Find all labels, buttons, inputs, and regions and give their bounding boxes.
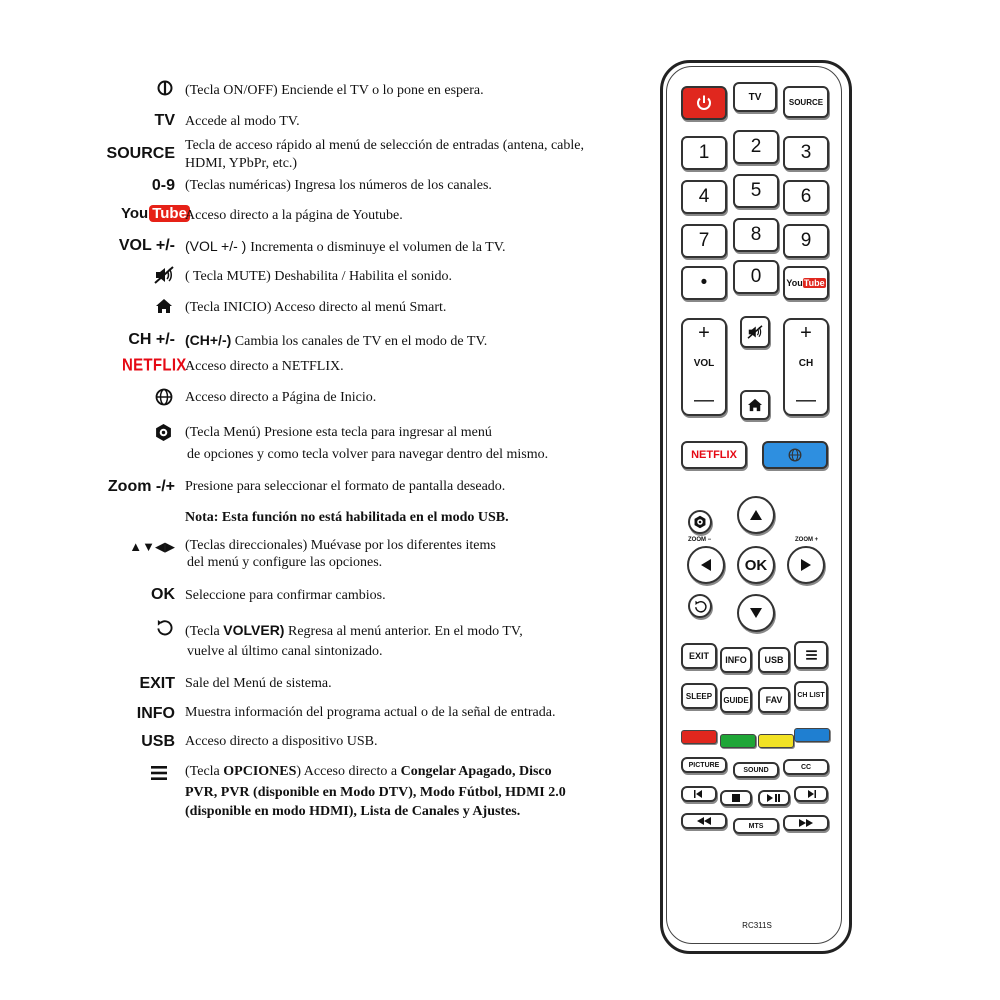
menu-desc-1: (Tecla Menú) Presione esta tecla para ingresar al menú	[185, 425, 492, 440]
back-icon	[694, 600, 707, 613]
arrow-down-icon	[749, 607, 763, 619]
netflix-desc: Acceso directo a NETFLIX.	[185, 359, 344, 374]
home-desc: (Tecla INICIO) Acceso directo al menú Smart.	[185, 300, 447, 315]
chlist-button[interactable]: CH LIST	[794, 681, 828, 709]
ch-minus[interactable]: —	[796, 389, 816, 411]
exit-key: EXIT	[139, 675, 175, 692]
exit-desc: Sale del Menú de sistema.	[185, 676, 332, 691]
options-icon	[805, 649, 818, 661]
vol-key: VOL +/-	[118, 237, 175, 254]
back-desc-1: (Tecla VOLVER) Regresa al menú anterior. En el modo TV,	[185, 622, 523, 639]
tv-button[interactable]: TV	[733, 82, 777, 112]
youtube-tube-text: Tube	[803, 278, 825, 288]
numbers-key: 0-9	[151, 177, 175, 194]
vol-desc: (VOL +/- ) Incrementa o disminuye el volumen de la TV.	[185, 238, 506, 255]
options-desc-2: PVR, PVR (disponible en Modo DTV), Modo Fútbol, HDMI 2.0	[185, 785, 566, 800]
blue-button[interactable]	[794, 728, 830, 742]
youtube-logo: You Tube	[121, 205, 190, 222]
ch-label: CH	[798, 358, 814, 369]
power-button[interactable]	[681, 86, 727, 120]
dot-button[interactable]: •	[681, 266, 727, 300]
menu-icon	[154, 423, 173, 442]
vol-minus[interactable]: —	[694, 389, 714, 411]
zoom-desc: Presione para seleccionar el formato de pantalla deseado.	[185, 479, 506, 494]
back-desc-2: vuelve al último canal sintonizado.	[187, 644, 383, 659]
fast-forward-icon	[799, 819, 813, 827]
digit-8-button[interactable]: 8	[733, 218, 779, 252]
prev-button[interactable]	[681, 786, 717, 802]
tv-key: TV	[154, 112, 175, 129]
youtube-you-text: You	[786, 278, 803, 288]
stop-button[interactable]	[720, 790, 752, 806]
netflix-button[interactable]: NETFLIX	[681, 441, 747, 469]
home-icon	[747, 398, 763, 412]
mute-button[interactable]	[740, 316, 770, 348]
guide-button[interactable]: GUIDE	[720, 687, 752, 713]
mute-desc: ( Tecla MUTE) Deshabilita / Habilita el sonido.	[185, 269, 453, 284]
source-key: SOURCE	[106, 145, 175, 162]
play-pause-button[interactable]	[758, 790, 790, 806]
arrows-desc-1: (Teclas direccionales) Muévase por los diferentes items	[185, 538, 496, 553]
arrow-right-icon	[800, 558, 812, 572]
info-key: INFO	[136, 705, 175, 722]
back-button[interactable]	[688, 594, 712, 618]
youtube-button[interactable]	[783, 266, 829, 300]
numbers-desc: (Teclas numéricas) Ingresa los números de los canales.	[185, 178, 492, 193]
sound-button[interactable]: SOUND	[733, 762, 779, 778]
arrows-key: ▲▼◀▶	[129, 539, 175, 554]
home-button[interactable]	[740, 390, 770, 420]
digit-2-button[interactable]: 2	[733, 130, 779, 164]
rewind-button[interactable]	[681, 813, 727, 829]
arrows-desc-2: del menú y configure las opciones.	[187, 555, 383, 570]
web-desc: Acceso directo a Página de Inicio.	[185, 390, 377, 405]
zoom-key: Zoom -/+	[107, 478, 175, 495]
left-button[interactable]	[687, 546, 725, 584]
power-desc: (Tecla ON/OFF) Enciende el TV o lo pone en espera.	[185, 83, 484, 98]
model-label: RC311S	[742, 921, 772, 930]
zoom-minus-label: ZOOM −	[688, 537, 712, 543]
options-desc-1: (Tecla OPCIONES) Acceso directo a Congelar Apagado, Disco	[185, 764, 552, 779]
picture-button[interactable]: PICTURE	[681, 757, 727, 773]
source-button[interactable]: SOURCE	[783, 86, 829, 118]
stop-icon	[732, 794, 740, 802]
vol-plus[interactable]: +	[698, 322, 710, 344]
ch-desc: (CH+/-) Cambia los canales de TV en el modo de TV.	[185, 332, 488, 349]
ok-key: OK	[151, 586, 175, 603]
digit-0-button[interactable]: 0	[733, 260, 779, 294]
ok-desc: Seleccione para confirmar cambios.	[185, 588, 386, 603]
zoom-plus-label: ZOOM +	[795, 537, 819, 543]
exit-button[interactable]: EXIT	[681, 643, 717, 669]
usb-desc: Acceso directo a dispositivo USB.	[185, 734, 378, 749]
arrow-left-icon	[700, 558, 712, 572]
power-icon	[695, 94, 713, 112]
menu-desc-2: de opciones y como tecla volver para navegar dentro del mismo.	[187, 447, 549, 462]
gear-icon	[693, 515, 707, 529]
next-button[interactable]	[794, 786, 828, 802]
skip-back-icon	[693, 790, 705, 798]
vol-label: VOL	[693, 358, 715, 369]
info-button[interactable]: INFO	[720, 647, 752, 673]
usb-button[interactable]: USB	[758, 647, 790, 673]
usb-key: USB	[141, 733, 175, 750]
digit-6-button[interactable]: 6	[783, 180, 829, 214]
digit-9-button[interactable]: 9	[783, 224, 829, 258]
menu-button[interactable]	[688, 510, 712, 534]
ch-key: CH +/-	[128, 331, 175, 348]
fav-button[interactable]: FAV	[758, 687, 790, 713]
mute-icon	[154, 266, 174, 284]
info-desc: Muestra información del programa actual o de la señal de entrada.	[185, 705, 556, 720]
netflix-logo: NETFLIX	[122, 355, 187, 376]
power-icon	[157, 80, 173, 96]
vol-rocker[interactable]	[681, 318, 727, 416]
digit-7-button[interactable]: 7	[681, 224, 727, 258]
digit-1-button[interactable]: 1	[681, 136, 727, 170]
zoom-note: Nota: Esta función no está habilitada en el modo USB.	[185, 510, 509, 525]
tv-desc: Accede al modo TV.	[185, 114, 300, 129]
globe-icon	[155, 388, 173, 406]
youtube-desc: Acceso directo a la página de Youtube.	[185, 208, 403, 223]
fast-forward-button[interactable]	[783, 815, 829, 831]
ok-button[interactable]: OK	[737, 546, 775, 584]
ch-plus[interactable]: +	[800, 322, 812, 344]
mts-button[interactable]: MTS	[733, 818, 779, 834]
source-desc: Tecla de acceso rápido al menú de selección de entradas (antena, cable, HDMI, YPbPr, etc.)	[185, 138, 584, 171]
mute-icon	[747, 325, 763, 339]
down-button[interactable]	[737, 594, 775, 632]
globe-icon	[788, 448, 802, 462]
skip-forward-icon	[805, 790, 817, 798]
right-button[interactable]	[787, 546, 825, 584]
options-button[interactable]	[794, 641, 828, 669]
digit-4-button[interactable]: 4	[681, 180, 727, 214]
back-icon	[156, 619, 173, 636]
web-button[interactable]	[762, 441, 828, 469]
yellow-button[interactable]	[758, 734, 794, 748]
home-icon	[155, 298, 173, 314]
cc-button[interactable]: CC	[783, 759, 829, 775]
arrow-up-icon	[749, 509, 763, 521]
red-button[interactable]	[681, 730, 717, 744]
play-pause-icon	[767, 794, 781, 802]
rewind-icon	[697, 817, 711, 825]
digit-5-button[interactable]: 5	[733, 174, 779, 208]
digit-3-button[interactable]: 3	[783, 136, 829, 170]
ch-rocker[interactable]	[783, 318, 829, 416]
green-button[interactable]	[720, 734, 756, 748]
options-icon	[150, 764, 168, 782]
up-button[interactable]	[737, 496, 775, 534]
options-desc-3: (disponible en modo HDMI), Lista de Canales y Ajustes.	[185, 804, 521, 819]
sleep-button[interactable]: SLEEP	[681, 683, 717, 709]
